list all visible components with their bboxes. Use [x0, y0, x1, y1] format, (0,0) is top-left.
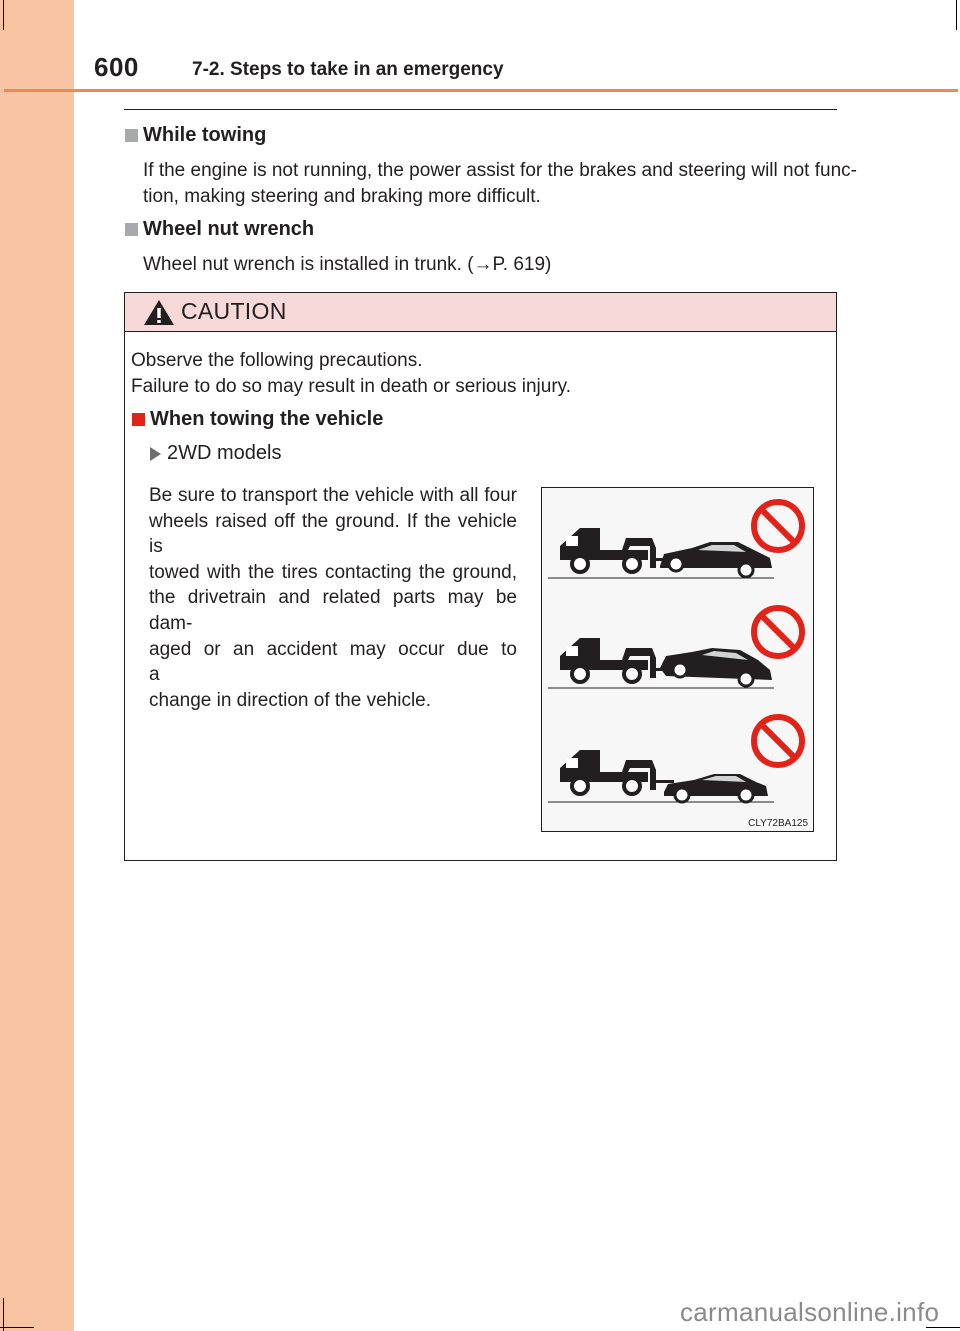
figure-code: CLY72BA125 [748, 818, 808, 829]
while-towing-text [143, 158, 857, 209]
wheel-nut-wrench-heading [125, 218, 314, 241]
content-top-rule [124, 109, 837, 110]
prohibition-icon [754, 502, 802, 550]
while-towing-line: tion, making steering and braking more difficult. [143, 185, 541, 207]
while-towing-line: If the engine is not running, the power assist for the brakes and steering will not func- [143, 160, 857, 181]
towing-illustration-svg [542, 488, 813, 831]
prohibition-icon [754, 608, 802, 656]
caution-line: Failure to do so may result in death or serious injury. [131, 375, 572, 397]
towing-illustration [541, 487, 814, 832]
red-square-bullet-icon [132, 413, 145, 426]
instruction-line: the drivetrain and related parts may be dam- [149, 587, 517, 634]
pointer-triangle-icon [150, 447, 161, 461]
tow-truck-icon [560, 638, 674, 682]
instruction-line: wheels raised off the ground. If the vehicle is [149, 510, 517, 558]
caution-header [125, 293, 836, 332]
while-towing-heading-text: While towing [143, 124, 267, 146]
crop-mark [3, 0, 4, 30]
car-icon [660, 542, 772, 577]
caution-line: Observe the following precautions. [131, 350, 423, 371]
tow-truck-icon [560, 528, 674, 572]
towing-vehicle-heading-text: When towing the vehicle [150, 408, 384, 430]
while-towing-heading [125, 124, 266, 147]
caution-intro [131, 348, 571, 399]
wheel-nut-wrench-heading-text: Wheel nut wrench [143, 218, 315, 240]
instruction-line: aged or an accident may occur due to a [149, 638, 517, 686]
square-bullet-icon [125, 129, 138, 142]
prohibition-icon [754, 717, 802, 765]
wheel-nut-wrench-text: Wheel nut wrench is installed in trunk. (→P. 619) [143, 254, 552, 275]
caution-title: CAUTION [181, 298, 287, 324]
instruction-line: change in direction of the vehicle. [149, 689, 432, 711]
crop-mark [0, 1327, 34, 1328]
car-icon [664, 774, 768, 802]
watermark: carmanualsonline.info [680, 1297, 940, 1327]
square-bullet-icon [125, 223, 138, 236]
warning-triangle-icon [143, 299, 175, 326]
side-color-strip [0, 0, 74, 1331]
model-label: 2WD models [167, 442, 282, 464]
crop-mark [956, 0, 957, 30]
instruction-line: Be sure to transport the vehicle with all four [149, 485, 517, 506]
tow-truck-icon [560, 750, 674, 794]
model-line [150, 442, 281, 465]
instruction-line: towed with the tires contacting the ground, [149, 561, 517, 583]
car-icon [660, 648, 772, 686]
page-number: 600 [94, 52, 139, 82]
towing-instructions [149, 483, 517, 713]
towing-vehicle-heading [132, 408, 383, 431]
section-title: 7-2. Steps to take in an emergency [192, 59, 504, 80]
header-rule [4, 89, 958, 92]
caution-box [124, 292, 837, 861]
